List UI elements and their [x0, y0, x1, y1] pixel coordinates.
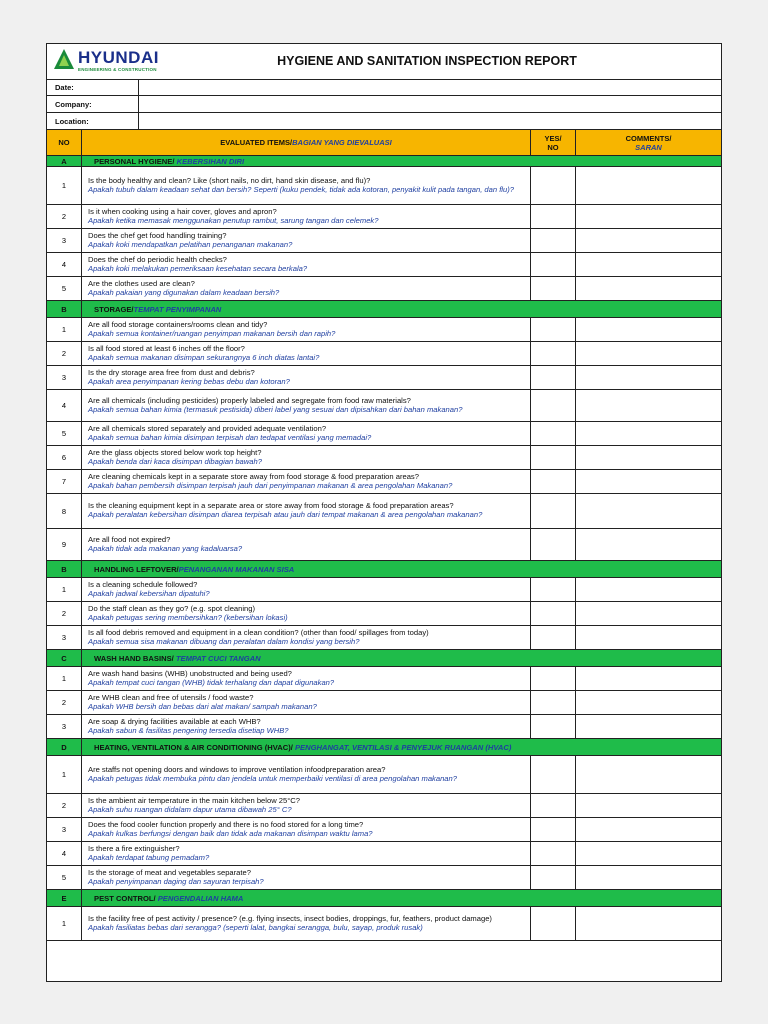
brand-name: HYUNDAI: [78, 48, 159, 67]
company-label: Company:: [55, 100, 92, 109]
question-english: Are all food storage containers/rooms clean and tidy?: [88, 319, 268, 329]
table-row: [47, 366, 721, 390]
comments-cell[interactable]: [576, 794, 721, 817]
table-row: [47, 794, 721, 818]
report-title: HYGIENE AND SANITATION INSPECTION REPORT: [277, 54, 577, 68]
section-row: [47, 561, 721, 578]
yes-no-cell[interactable]: [531, 602, 576, 625]
row-item: [82, 667, 531, 690]
question-indonesian: Apakah area penyimpanan kering bebas debu dan kotoran?: [88, 376, 290, 386]
divider: [138, 96, 139, 112]
divider: [138, 79, 139, 95]
table-row: [47, 818, 721, 842]
comments-cell[interactable]: [576, 253, 721, 276]
date-label: Date:: [55, 83, 74, 92]
yes-no-cell[interactable]: [531, 446, 576, 469]
header-items: [82, 130, 531, 155]
section-title: WASH HAND BASINS/: [94, 653, 174, 663]
table-row: [47, 626, 721, 650]
row-number: 4: [47, 390, 82, 421]
section-row: [47, 890, 721, 907]
section-title-translation: PENGHANGAT, VENTILASI & PENYEJUK RUANGAN (HVAC): [292, 742, 512, 752]
row-number: D: [47, 739, 82, 755]
question-english: Are all chemicals stored separately and provided adequate ventilation?: [88, 423, 327, 433]
yes-no-cell[interactable]: [531, 578, 576, 601]
row-item: [82, 578, 531, 601]
comments-cell[interactable]: [576, 818, 721, 841]
question-indonesian: Apakah fasiliatas bebas dari serangga? (seperti lalat, bangkai serangga, bulu, sayap, produk rusak): [88, 922, 423, 932]
section-title-translation: KEBERSIHAN DIRI: [174, 156, 245, 166]
row-item: [82, 890, 721, 906]
comments-cell[interactable]: [576, 277, 721, 300]
question-english: Is a cleaning schedule followed?: [88, 579, 198, 589]
question-english: Are the glass objects stored below work top height?: [88, 447, 262, 457]
question-english: Are the clothes used are clean?: [88, 278, 195, 288]
table-row: [47, 529, 721, 561]
section-row: [47, 301, 721, 318]
brand-subtitle: ENGINEERING & CONSTRUCTION: [78, 67, 157, 72]
row-number: 5: [47, 277, 82, 300]
header-comments: [576, 130, 721, 155]
row-item: [82, 842, 531, 865]
row-item: [82, 602, 531, 625]
yes-no-cell[interactable]: [531, 342, 576, 365]
table-row: [47, 277, 721, 301]
report-header: [47, 44, 721, 80]
question-english: Is the facility free of pest activity / presence? (e.g. flying insects, insect bodies, droppings, fur, feathers, product damage): [88, 913, 492, 923]
section-row: [47, 739, 721, 756]
row-number: 5: [47, 866, 82, 889]
date-row: [47, 79, 721, 96]
comments-cell[interactable]: [576, 167, 721, 204]
question-indonesian: Apakah tempat cuci tangan (WHB) tidak terhalang dan dapat digunakan?: [88, 677, 335, 687]
row-item: [82, 229, 531, 252]
yes-no-cell[interactable]: [531, 715, 576, 738]
question-indonesian: Apakah semua sisa makanan dibuang dan peralatan dalam kondisi yang bersih?: [88, 636, 360, 646]
row-number: 4: [47, 253, 82, 276]
question-indonesian: Apakah tubuh dalam keadaan sehat dan bersih? Seperti (kuku pendek, tidak ada kotoran, penyakit kulit pada tangan, dan flu)?: [88, 184, 514, 194]
section-row: [47, 156, 721, 167]
yes-no-cell[interactable]: [531, 167, 576, 204]
row-item: [82, 205, 531, 228]
row-number: 3: [47, 626, 82, 649]
section-title-translation: PENANGANAN MAKANAN SISA: [178, 564, 295, 574]
table-row: [47, 253, 721, 277]
comments-cell[interactable]: [576, 470, 721, 493]
row-item: [82, 156, 721, 166]
section-title: PERSONAL HYGIENE/: [94, 156, 175, 166]
company-row: [47, 96, 721, 113]
row-number: A: [47, 156, 82, 166]
row-number: B: [47, 561, 82, 577]
table-row: [47, 842, 721, 866]
table-row: [47, 715, 721, 739]
row-item: [82, 253, 531, 276]
row-item: [82, 626, 531, 649]
comments-cell[interactable]: [576, 842, 721, 865]
table-row: [47, 470, 721, 494]
header-comments-en: COMMENTS/: [625, 133, 672, 143]
section-row: [47, 650, 721, 667]
row-item: [82, 561, 721, 577]
question-english: Are cleaning chemicals kept in a separate store away from food storage & food preparation areas?: [88, 471, 419, 481]
row-number: 3: [47, 229, 82, 252]
question-indonesian: Apakah suhu ruangan didalam dapur utama dibawah 25° C?: [88, 804, 292, 814]
yes-no-cell[interactable]: [531, 253, 576, 276]
location-row: [47, 113, 721, 130]
section-title: HEATING, VENTILATION & AIR CONDITIONING (HVAC)/: [94, 742, 293, 752]
question-indonesian: Apakah petugas sering membersihkan? (kebersihan lokasi): [88, 612, 288, 622]
location-label: Location:: [55, 117, 89, 126]
row-item: [82, 715, 531, 738]
question-indonesian: Apakah terdapat tabung pemadam?: [88, 852, 210, 862]
table-row: [47, 205, 721, 229]
hyundai-logo-icon: [53, 48, 75, 70]
header-no: NO: [47, 130, 82, 155]
table-header-row: [47, 130, 721, 156]
question-indonesian: Apakah semua kontainer/ruangan penyimpan makanan bersih dan rapih?: [88, 328, 336, 338]
section-title: HANDLING LEFTOVER/: [94, 564, 179, 574]
row-number: 3: [47, 715, 82, 738]
comments-cell[interactable]: [576, 529, 721, 560]
question-english: Is the body healthy and clean? Like (short nails, no dirt, hand skin disease, and flu)?: [88, 175, 371, 185]
table-row: [47, 422, 721, 446]
question-english: Do the staff clean as they go? (e.g. spot cleaning): [88, 603, 256, 613]
question-indonesian: Apakah ketika memasak menggunakan penutup rambut, sarung tangan dan celemek?: [88, 215, 379, 225]
table-row: [47, 578, 721, 602]
question-english: Are wash hand basins (WHB) unobstructed and being used?: [88, 668, 292, 678]
row-number: 7: [47, 470, 82, 493]
table-row: [47, 342, 721, 366]
row-number: E: [47, 890, 82, 906]
question-indonesian: Apakah penyimpanan daging dan sayuran terpisah?: [88, 876, 264, 886]
row-number: 1: [47, 318, 82, 341]
row-item: [82, 366, 531, 389]
row-number: 1: [47, 907, 82, 940]
section-title-translation: PENGENDALIAN HAMA: [155, 893, 244, 903]
question-indonesian: Apakah semua makanan disimpan sekurangnya 6 inch diatas lantai?: [88, 352, 320, 362]
question-indonesian: Apakah semua bahan kimia (termasuk pestisida) diberi label yang sesuai dan dipisahkan dari bahan makanan?: [88, 404, 463, 414]
row-number: 1: [47, 167, 82, 204]
row-number: B: [47, 301, 82, 317]
row-item: [82, 390, 531, 421]
header-yes-no: [531, 130, 576, 155]
yes-no-cell[interactable]: [531, 366, 576, 389]
question-indonesian: Apakah tidak ada makanan yang kadaluarsa?: [88, 543, 243, 553]
yes-no-cell[interactable]: [531, 818, 576, 841]
row-item: [82, 494, 531, 528]
yes-no-cell[interactable]: [531, 691, 576, 714]
question-english: Is there a fire extinguisher?: [88, 843, 180, 853]
row-number: 3: [47, 818, 82, 841]
comments-cell[interactable]: [576, 318, 721, 341]
row-number: 8: [47, 494, 82, 528]
yes-no-cell[interactable]: [531, 494, 576, 528]
question-english: Is the storage of meat and vegetables separate?: [88, 867, 251, 877]
table-row: [47, 446, 721, 470]
comments-cell[interactable]: [576, 866, 721, 889]
question-english: Is all food debris removed and equipment in a clean condition? (other than food/ spillages from today): [88, 627, 429, 637]
row-number: 2: [47, 691, 82, 714]
row-item: [82, 167, 531, 204]
row-number: 9: [47, 529, 82, 560]
section-title-translation: TEMPAT PENYIMPANAN: [133, 304, 222, 314]
comments-cell[interactable]: [576, 578, 721, 601]
company-logo: [53, 48, 163, 76]
header-items-en: EVALUATED ITEMS/: [220, 138, 293, 147]
yes-no-cell[interactable]: [531, 422, 576, 445]
question-english: Is the cleaning equipment kept in a separate area or store away from food storage & food preparation areas?: [88, 501, 454, 511]
comments-cell[interactable]: [576, 907, 721, 940]
comments-cell[interactable]: [576, 691, 721, 714]
table-row: [47, 866, 721, 890]
yes-no-cell[interactable]: [531, 470, 576, 493]
question-english: Are all chemicals (including pesticides) properly labeled and segregate from food raw materials?: [88, 395, 411, 405]
yes-no-cell[interactable]: [531, 529, 576, 560]
yes-no-cell[interactable]: [531, 794, 576, 817]
row-number: 2: [47, 205, 82, 228]
question-english: Are WHB clean and free of utensils / food waste?: [88, 692, 254, 702]
row-item: [82, 277, 531, 300]
question-english: Is the ambient air temperature in the main kitchen below 25°C?: [88, 795, 300, 805]
yes-no-cell[interactable]: [531, 229, 576, 252]
table-row: [47, 167, 721, 205]
question-indonesian: Apakah peralatan kebersihan disimpan diarea terpisah atau jauh dari tempat makanan & area pengolahan makanan?: [88, 510, 483, 519]
question-english: Is all food stored at least 6 inches off the floor?: [88, 343, 245, 353]
yes-no-cell[interactable]: [531, 318, 576, 341]
table-row: [47, 691, 721, 715]
row-number: 4: [47, 842, 82, 865]
question-indonesian: Apakah jadwal kebersihan dipatuhi?: [88, 588, 210, 598]
question-indonesian: Apakah benda dari kaca disimpan dibagian bawah?: [88, 456, 262, 466]
comments-cell[interactable]: [576, 422, 721, 445]
row-item: [82, 422, 531, 445]
row-number: C: [47, 650, 82, 666]
row-item: [82, 446, 531, 469]
row-item: [82, 318, 531, 341]
row-item: [82, 739, 721, 755]
question-english: Does the chef get food handling training?: [88, 230, 227, 240]
row-item: [82, 818, 531, 841]
yes-no-cell[interactable]: [531, 756, 576, 793]
row-number: 3: [47, 366, 82, 389]
comments-cell[interactable]: [576, 205, 721, 228]
table-row: [47, 667, 721, 691]
comments-cell[interactable]: [576, 366, 721, 389]
table-row: [47, 602, 721, 626]
table-row: [47, 756, 721, 794]
yes-no-cell[interactable]: [531, 277, 576, 300]
yes-no-cell[interactable]: [531, 390, 576, 421]
question-indonesian: Apakah sabun & fasilitas pengering tersedia disetiap WHB?: [88, 725, 289, 735]
question-indonesian: Apakah semua bahan kimia disimpan terpisah dan tedapat ventilasi yang memadai?: [88, 432, 372, 442]
table-row: [47, 494, 721, 529]
question-indonesian: Apakah petugas tidak membuka pintu dan jendela untuk memperbaiki ventilasi di area pengolahan makanan?: [88, 773, 457, 783]
yes-no-cell[interactable]: [531, 667, 576, 690]
row-item: [82, 470, 531, 493]
comments-cell[interactable]: [576, 494, 721, 528]
row-number: 5: [47, 422, 82, 445]
table-row: [47, 390, 721, 422]
comments-cell[interactable]: [576, 390, 721, 421]
question-english: Are staffs not opening doors and windows to improve ventilation infoodpreparation area?: [88, 764, 386, 774]
row-item: [82, 529, 531, 560]
row-number: 2: [47, 602, 82, 625]
question-english: Is it when cooking using a hair cover, gloves and apron?: [88, 206, 277, 216]
question-indonesian: Apakah kulkas berfungsi dengan baik dan tidak ada makanan disimpan waktu lama?: [88, 828, 373, 838]
comments-cell[interactable]: [576, 446, 721, 469]
question-english: Is the dry storage area free from dust and debris?: [88, 367, 255, 377]
question-indonesian: Apakah bahan pembersih disimpan terpisah jauh dari penyimpanan makanan & area pengolahan Makanan?: [88, 480, 453, 490]
row-item: [82, 756, 531, 793]
row-number: 1: [47, 578, 82, 601]
comments-cell[interactable]: [576, 626, 721, 649]
row-number: 1: [47, 756, 82, 793]
row-item: [82, 866, 531, 889]
comments-cell[interactable]: [576, 715, 721, 738]
comments-cell[interactable]: [576, 229, 721, 252]
yes-no-cell[interactable]: [531, 907, 576, 940]
question-indonesian: Apakah pakaian yang digunakan dalam keadaan bersih?: [88, 287, 280, 297]
row-item: [82, 342, 531, 365]
section-title: STORAGE/: [94, 304, 134, 314]
divider: [138, 113, 139, 129]
comments-cell[interactable]: [576, 756, 721, 793]
yes-no-cell[interactable]: [531, 842, 576, 865]
header-no-2: NO: [547, 142, 559, 152]
header-comments-id: SARAN: [635, 142, 662, 152]
table-row: [47, 229, 721, 253]
row-number: 1: [47, 667, 82, 690]
comments-cell[interactable]: [576, 667, 721, 690]
question-indonesian: Apakah koki melakukan pemeriksaan kesehatan secara berkala?: [88, 263, 308, 273]
question-indonesian: Apakah koki mendapatkan pelatihan penanganan makanan?: [88, 239, 293, 249]
row-item: [82, 650, 721, 666]
row-item: [82, 691, 531, 714]
question-english: Are soap & drying facilities available at each WHB?: [88, 716, 261, 726]
question-english: Are all food not expired?: [88, 534, 171, 544]
header-yes: YES/: [544, 133, 562, 143]
row-item: [82, 301, 721, 317]
row-number: 2: [47, 342, 82, 365]
yes-no-cell[interactable]: [531, 626, 576, 649]
table-row: [47, 907, 721, 941]
section-title-translation: TEMPAT CUCI TANGAN: [173, 653, 261, 663]
table-row: [47, 318, 721, 342]
row-item: [82, 907, 531, 940]
header-items-id: BAGIAN YANG DIEVALUASI: [292, 138, 392, 147]
question-english: Does the chef do periodic health checks?: [88, 254, 227, 264]
yes-no-cell[interactable]: [531, 866, 576, 889]
row-item: [82, 794, 531, 817]
question-english: Does the food cooler function properly and there is no food stored for a long time?: [88, 819, 364, 829]
comments-cell[interactable]: [576, 602, 721, 625]
section-title: PEST CONTROL/: [94, 893, 156, 903]
question-indonesian: Apakah WHB bersih dan bebas dari alat makan/ sampah makanan?: [88, 701, 317, 711]
yes-no-cell[interactable]: [531, 205, 576, 228]
inspection-report-sheet: [46, 43, 722, 982]
row-number: 6: [47, 446, 82, 469]
row-number: 2: [47, 794, 82, 817]
comments-cell[interactable]: [576, 342, 721, 365]
